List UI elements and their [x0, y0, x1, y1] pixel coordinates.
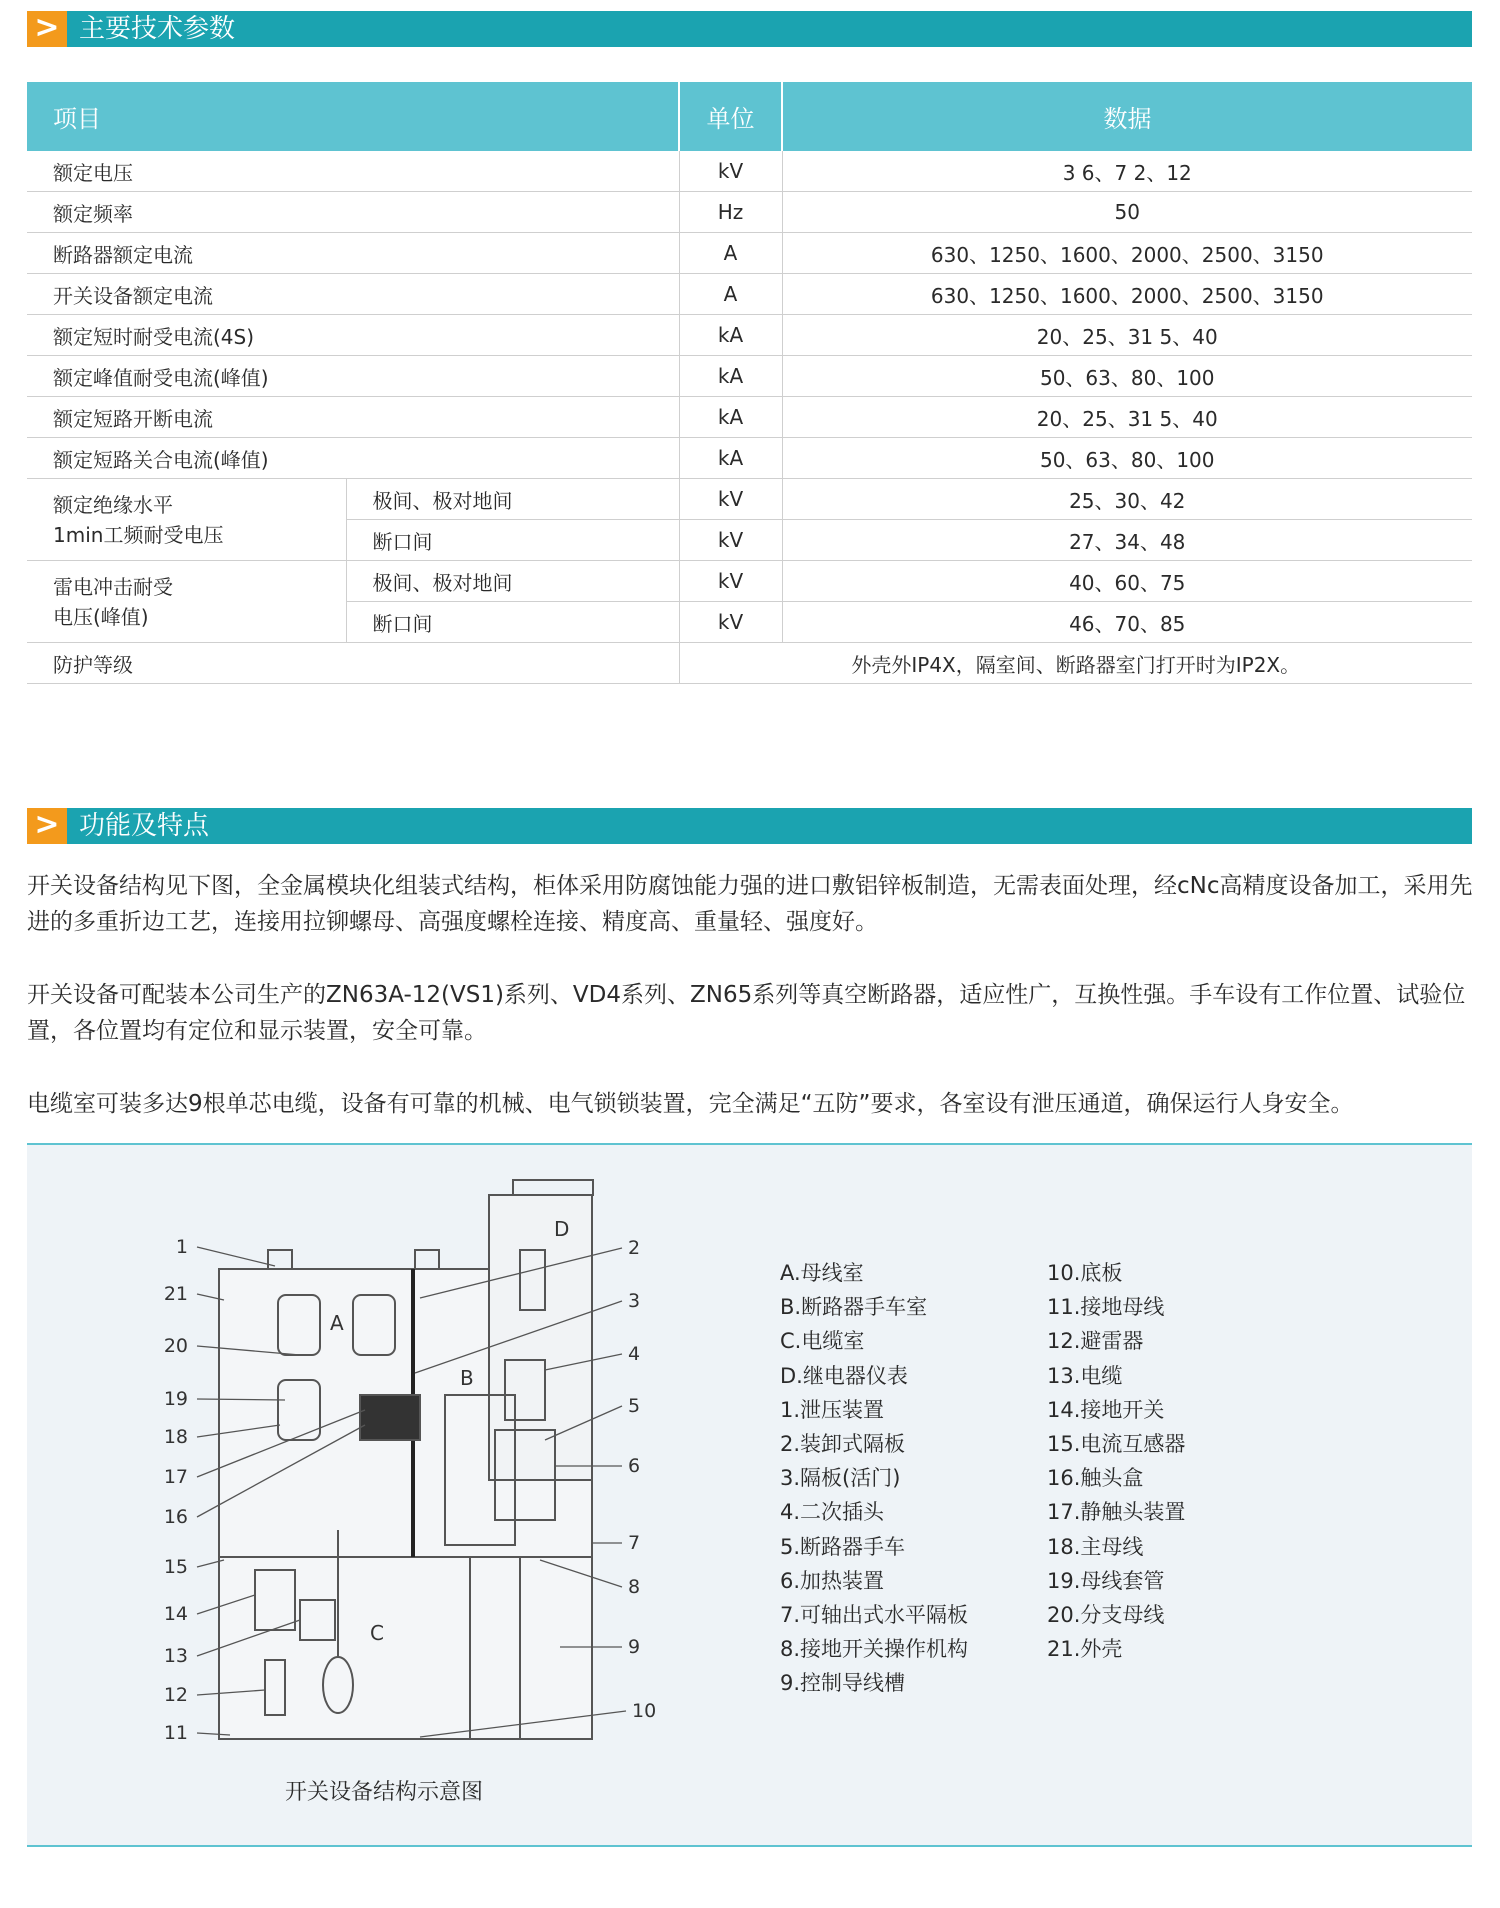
- row-value: 3 6、7 2、12: [782, 151, 1472, 192]
- legend-item: 2.装卸式隔板: [780, 1432, 906, 1457]
- row-unit: Hz: [679, 192, 782, 233]
- legend-item: 15.电流互感器: [1047, 1432, 1186, 1457]
- row-item: 额定短时耐受电流(4S): [27, 315, 679, 356]
- legend-item: D.继电器仪表: [780, 1363, 908, 1388]
- legend-item: 18.主母线: [1047, 1534, 1144, 1559]
- legend-item: 6.加热装置: [780, 1568, 885, 1593]
- legend-item: A.母线室: [780, 1261, 864, 1285]
- legend-item: 19.母线套管: [1047, 1568, 1165, 1593]
- legend-item: 16.触头盒: [1047, 1466, 1144, 1491]
- row-item: 额定电压: [27, 151, 679, 192]
- legend-item: 5.断路器手车: [780, 1534, 906, 1559]
- callout-8: 8: [628, 1576, 641, 1598]
- relay-compartment: [489, 1195, 592, 1480]
- section-title: 主要技术参数: [79, 14, 236, 44]
- row-item: 断路器额定电流: [27, 233, 679, 274]
- row-value: 50、63、80、100: [782, 438, 1472, 479]
- legend-item: 11.接地母线: [1047, 1295, 1165, 1320]
- row-item: 额定峰值耐受电流(峰值): [27, 356, 679, 397]
- insulation-label-line2: 1min工频耐受电压: [53, 522, 224, 547]
- legend-col1: [780, 1256, 968, 1701]
- row-item: 额定短路关合电流(峰值): [27, 438, 679, 479]
- legend-item: 10.底板: [1047, 1261, 1123, 1285]
- callout-3: 3: [628, 1290, 641, 1312]
- callout-1: 1: [175, 1236, 188, 1258]
- row-unit: A: [679, 233, 782, 274]
- legend-item: 4.二次插头: [780, 1500, 885, 1525]
- legend-item: 12.避雷器: [1047, 1329, 1144, 1354]
- sub-item: 断口间: [346, 520, 679, 561]
- diagram-caption: 开关设备结构示意图: [285, 1780, 484, 1805]
- legend-item: 8.接地开关操作机构: [780, 1637, 969, 1662]
- row-unit: kV: [679, 151, 782, 192]
- legend-item: 7.可轴出式水平隔板: [780, 1603, 969, 1628]
- callout-12: 12: [163, 1684, 188, 1706]
- header-item: 项目: [27, 82, 679, 151]
- callout-2: 2: [628, 1237, 641, 1259]
- row-item: 额定短路开断电流: [27, 397, 679, 438]
- callout-18: 18: [163, 1426, 188, 1448]
- row-unit: kA: [679, 356, 782, 397]
- callout-4: 4: [628, 1343, 641, 1365]
- callout-5: 5: [628, 1395, 641, 1417]
- row-value: 外壳外IP4X，隔室间、断路器室门打开时为IP2X。: [679, 643, 1472, 684]
- paragraph: 开关设备可配装本公司生产的ZN63A-12(VS1)系列、VD4系列、ZN65系列等真空断路器，适应性广，互换性强。手车设有工作位置、试验位置，各位置均有定位和显示装置，安全可靠。: [27, 982, 1466, 1044]
- row-value: 25、30、42: [782, 479, 1472, 520]
- legend-item: 20.分支母线: [1047, 1603, 1165, 1628]
- row-value: 50: [782, 192, 1472, 233]
- chevron-right-icon: >: [27, 11, 67, 47]
- row-unit: kV: [679, 479, 782, 520]
- paragraph: 电缆室可装多达9根单芯电缆，设备有可靠的机械、电气锁锁装置，完全满足“五防”要求，各室设有泄压通道，确保运行人身安全。: [27, 1091, 1354, 1117]
- legend-item: 9.控制导线槽: [780, 1671, 906, 1696]
- callout-11: 11: [163, 1722, 188, 1744]
- callout-13: 13: [163, 1645, 188, 1667]
- row-item: 额定频率: [27, 192, 679, 233]
- row-value: 630、1250、1600、2000、2500、3150: [782, 233, 1472, 274]
- callout-6: 6: [628, 1455, 641, 1477]
- label-compartment-b: B: [460, 1366, 474, 1390]
- row-item: 防护等级: [27, 643, 679, 684]
- legend-item: 17.静触头装置: [1047, 1500, 1186, 1525]
- row-value: 20、25、31 5、40: [782, 397, 1472, 438]
- callout-19: 19: [163, 1388, 188, 1410]
- callout-9: 9: [628, 1636, 641, 1658]
- legend-item: 3.隔板(活门): [780, 1466, 901, 1491]
- callout-10: 10: [632, 1700, 657, 1722]
- legend-item: 14.接地开关: [1047, 1397, 1165, 1422]
- legend-col2: [1047, 1256, 1185, 1666]
- row-item: 开关设备额定电流: [27, 274, 679, 315]
- chevron-right-icon: >: [27, 808, 67, 844]
- row-unit: kV: [679, 561, 782, 602]
- row-unit: kA: [679, 397, 782, 438]
- callout-15: 15: [163, 1556, 188, 1578]
- row-value: 20、25、31 5、40: [782, 315, 1472, 356]
- callout-17: 17: [163, 1466, 188, 1488]
- row-value: 630、1250、1600、2000、2500、3150: [782, 274, 1472, 315]
- lightning-label-line1: 雷电冲击耐受: [53, 574, 173, 599]
- label-compartment-a: A: [330, 1311, 344, 1335]
- label-compartment-d: D: [554, 1217, 570, 1241]
- legend-item: 21.外壳: [1047, 1637, 1123, 1662]
- row-unit: kV: [679, 602, 782, 643]
- callout-14: 14: [163, 1603, 188, 1625]
- row-value: 46、70、85: [782, 602, 1472, 643]
- paragraph: 开关设备结构见下图，全金属模块化组装式结构，柜体采用防腐蚀能力强的进口敷铝锌板制造，无需表面处理，经cNc高精度设备加工，采用先进的多重折边工艺，连接用拉铆螺母、高强度螺栓连接、精度高、重量轻、强度好。: [27, 873, 1473, 935]
- sub-item: 极间、极对地间: [346, 561, 679, 602]
- section-title: 功能及特点: [79, 811, 210, 841]
- callout-7: 7: [628, 1532, 641, 1554]
- legend-item: B.断路器手车室: [780, 1295, 928, 1320]
- row-value: 40、60、75: [782, 561, 1472, 602]
- sub-item: 断口间: [346, 602, 679, 643]
- legend-item: C.电缆室: [780, 1329, 865, 1354]
- callout-21: 21: [163, 1283, 188, 1305]
- row-value: 50、63、80、100: [782, 356, 1472, 397]
- row-unit: A: [679, 274, 782, 315]
- row-unit: kA: [679, 315, 782, 356]
- row-value: 27、34、48: [782, 520, 1472, 561]
- lightning-label-line2: 电压(峰值): [53, 604, 149, 629]
- legend-item: 1.泄压装置: [780, 1397, 885, 1422]
- header-unit: 单位: [679, 82, 782, 151]
- sub-item: 极间、极对地间: [346, 479, 679, 520]
- legend-item: 13.电缆: [1047, 1363, 1123, 1388]
- label-compartment-c: C: [370, 1621, 384, 1645]
- header-data: 数据: [782, 82, 1472, 151]
- callout-20: 20: [163, 1335, 188, 1357]
- row-unit: kA: [679, 438, 782, 479]
- callout-16: 16: [163, 1506, 188, 1528]
- insulation-label-line1: 额定绝缘水平: [53, 492, 173, 517]
- row-unit: kV: [679, 520, 782, 561]
